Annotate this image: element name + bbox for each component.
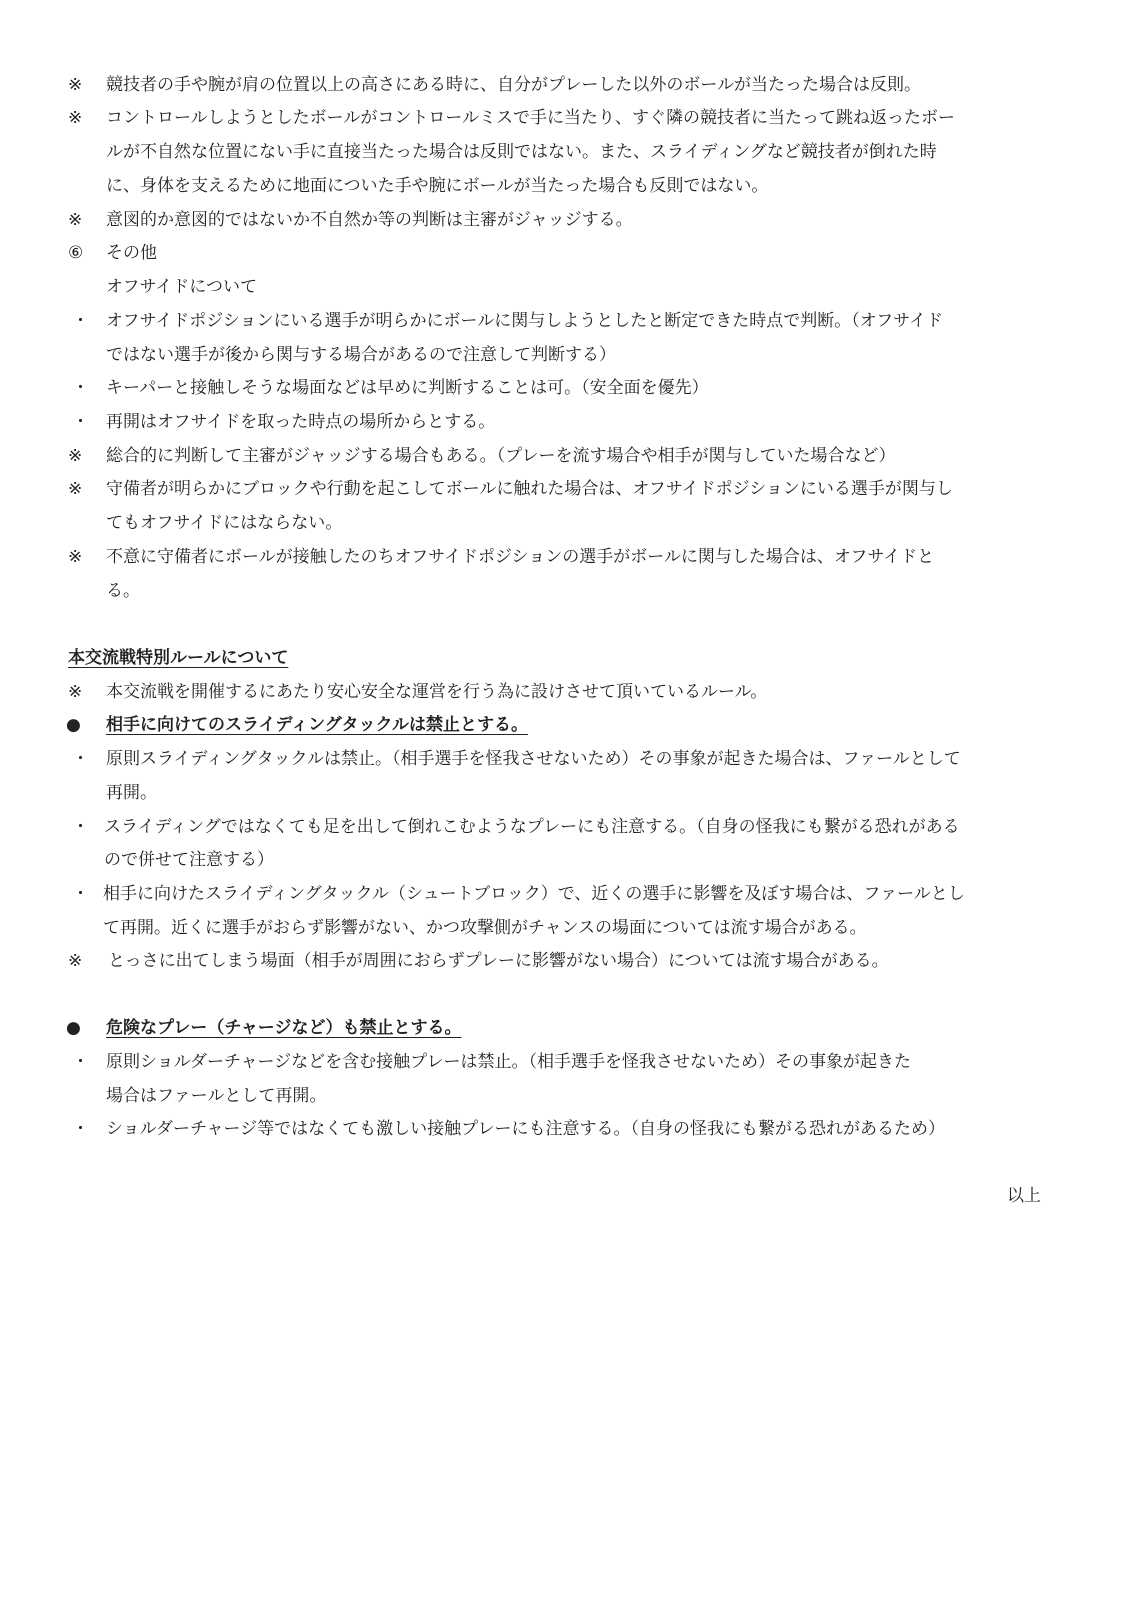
note-line <box>0 472 1131 506</box>
bullet-text: ではない選手が後から関与する場合があるので注意して判断する） <box>106 345 616 365</box>
bullet-line <box>0 304 1131 338</box>
bullet-text: 再開。 <box>106 783 157 803</box>
bullet-line <box>0 1045 1131 1079</box>
subheading-text: オフサイドについて <box>106 277 257 297</box>
bullet-text: スライディングではなくても足を出して倒れこむようなプレーにも注意する。（自身の怪我にも繋がる恐れがある <box>104 817 960 837</box>
item-heading-text: その他 <box>106 243 157 263</box>
note-text: 競技者の手や腕が肩の位置以上の高さにある時に、自分がプレーした以外のボールが当たった場合は反則。 <box>106 75 921 95</box>
note-text: 不意に守備者にボールが接触したのちオフサイドポジションの選手がボールに関与した場合は、オフサイドと <box>106 547 935 567</box>
note-text: コントロールしようとしたボールがコントロールミスで手に当たり、すぐ隣の競技者に当たって跳ね返ったボー <box>106 108 955 128</box>
bullet-line <box>0 877 1131 911</box>
rule-title-charge <box>0 1011 1131 1045</box>
bullet-text: 場合はファールとして再開。 <box>106 1086 327 1106</box>
bullet-text: 再開はオフサイドを取った時点の場所からとする。 <box>106 412 496 432</box>
bullet-mark: ・ <box>72 412 89 432</box>
note-mark: ※ <box>68 682 83 702</box>
item-heading-other <box>0 236 1131 270</box>
note-line-continued <box>0 169 1131 203</box>
bullet-line-continued <box>0 911 1131 945</box>
note-mark: ※ <box>68 210 83 230</box>
bullet-text: オフサイドポジションにいる選手が明らかにボールに関与しようとしたと断定できた時点で判断。（オフサイド <box>106 311 943 331</box>
note-line <box>0 540 1131 574</box>
bullet-mark: ・ <box>72 1119 89 1139</box>
bullet-mark: ・ <box>72 884 89 904</box>
note-line <box>0 203 1131 237</box>
bullet-line-continued <box>0 843 1131 877</box>
note-text: に、身体を支えるために地面についた手や腕にボールが当たった場合も反則ではない。 <box>106 176 769 196</box>
note-line <box>0 101 1131 135</box>
bullet-line <box>0 1112 1131 1146</box>
bullet-mark: ・ <box>72 311 89 331</box>
note-mark: ※ <box>68 75 83 95</box>
note-mark: ※ <box>68 951 83 971</box>
bullet-text: て再開。近くに選手がおらず影響がない、かつ攻撃側がチャンスの場面については流す場合がある。 <box>103 918 867 938</box>
note-line-continued <box>0 135 1131 169</box>
bullet-line <box>0 742 1131 776</box>
rule-title-sliding <box>0 708 1131 742</box>
bullet-line <box>0 810 1131 844</box>
note-line-continued <box>0 506 1131 540</box>
bullet-line-continued <box>0 776 1131 810</box>
filled-circle-mark: ● <box>66 1018 81 1038</box>
note-text: ルが不自然な位置にない手に直接当たった場合は反則ではない。また、スライディングなど競技者が倒れた時 <box>106 142 937 162</box>
note-text: る。 <box>106 581 140 601</box>
note-text: てもオフサイドにはならない。 <box>106 513 343 533</box>
note-line <box>0 944 1131 978</box>
bullet-text: 原則ショルダーチャージなどを含む接触プレーは禁止。（相手選手を怪我させないため）その事象が起きた <box>106 1052 911 1072</box>
bullet-text: ので併せて注意する） <box>104 850 274 870</box>
section-intro-text: 本交流戦を開催するにあたり安心安全な運営を行う為に設けさせて頂いているルール。 <box>106 682 768 702</box>
rule-title-text: 危険なプレー（チャージなど）も禁止とする。 <box>106 1018 462 1038</box>
note-mark: ※ <box>68 446 83 466</box>
closing-text: 以上 <box>1007 1186 1041 1206</box>
note-line <box>0 68 1131 102</box>
note-mark: ※ <box>68 479 83 499</box>
circled-number-mark: ⑥ <box>68 243 84 263</box>
note-mark: ※ <box>68 108 83 128</box>
bullet-mark: ・ <box>72 749 89 769</box>
bullet-mark: ・ <box>72 1052 89 1072</box>
note-line-continued <box>0 574 1131 608</box>
bullet-line-continued <box>0 1079 1131 1113</box>
note-text: 守備者が明らかにブロックや行動を起こしてボールに触れた場合は、オフサイドポジションにいる選手が関与し <box>106 479 953 499</box>
bullet-text: 相手に向けたスライディングタックル（シュートブロック）で、近くの選手に影響を及ぼす場合は、ファールとし <box>103 884 965 904</box>
bullet-line <box>0 405 1131 439</box>
bullet-mark: ・ <box>72 378 89 398</box>
section-heading: 本交流戦特別ルールについて <box>68 648 289 668</box>
bullet-text: ショルダーチャージ等ではなくても激しい接触プレーにも注意する。（自身の怪我にも繋がる恐れがあるため） <box>106 1119 945 1139</box>
note-text: とっさに出てしまう場面（相手が周囲におらずプレーに影響がない場合）については流す場合がある。 <box>108 951 889 971</box>
section-intro <box>0 675 1131 709</box>
bullet-line <box>0 371 1131 405</box>
filled-circle-mark: ● <box>66 715 81 735</box>
rule-title-text: 相手に向けてのスライディングタックルは禁止とする。 <box>106 715 528 735</box>
note-text: 意図的か意図的ではないか不自然か等の判断は主審がジャッジする。 <box>106 210 633 230</box>
bullet-line-continued <box>0 338 1131 372</box>
subheading-offside <box>0 270 1131 304</box>
bullet-text: 原則スライディングタックルは禁止。（相手選手を怪我させないため）その事象が起きた場合は、ファールとして <box>106 749 961 769</box>
bullet-mark: ・ <box>72 817 89 837</box>
note-line <box>0 439 1131 473</box>
bullet-text: キーパーと接触しそうな場面などは早めに判断することは可。（安全面を優先） <box>106 378 709 398</box>
note-text: 総合的に判断して主審がジャッジする場合もある。（プレーを流す場合や相手が関与していた場合など） <box>106 446 896 466</box>
note-mark: ※ <box>68 547 83 567</box>
